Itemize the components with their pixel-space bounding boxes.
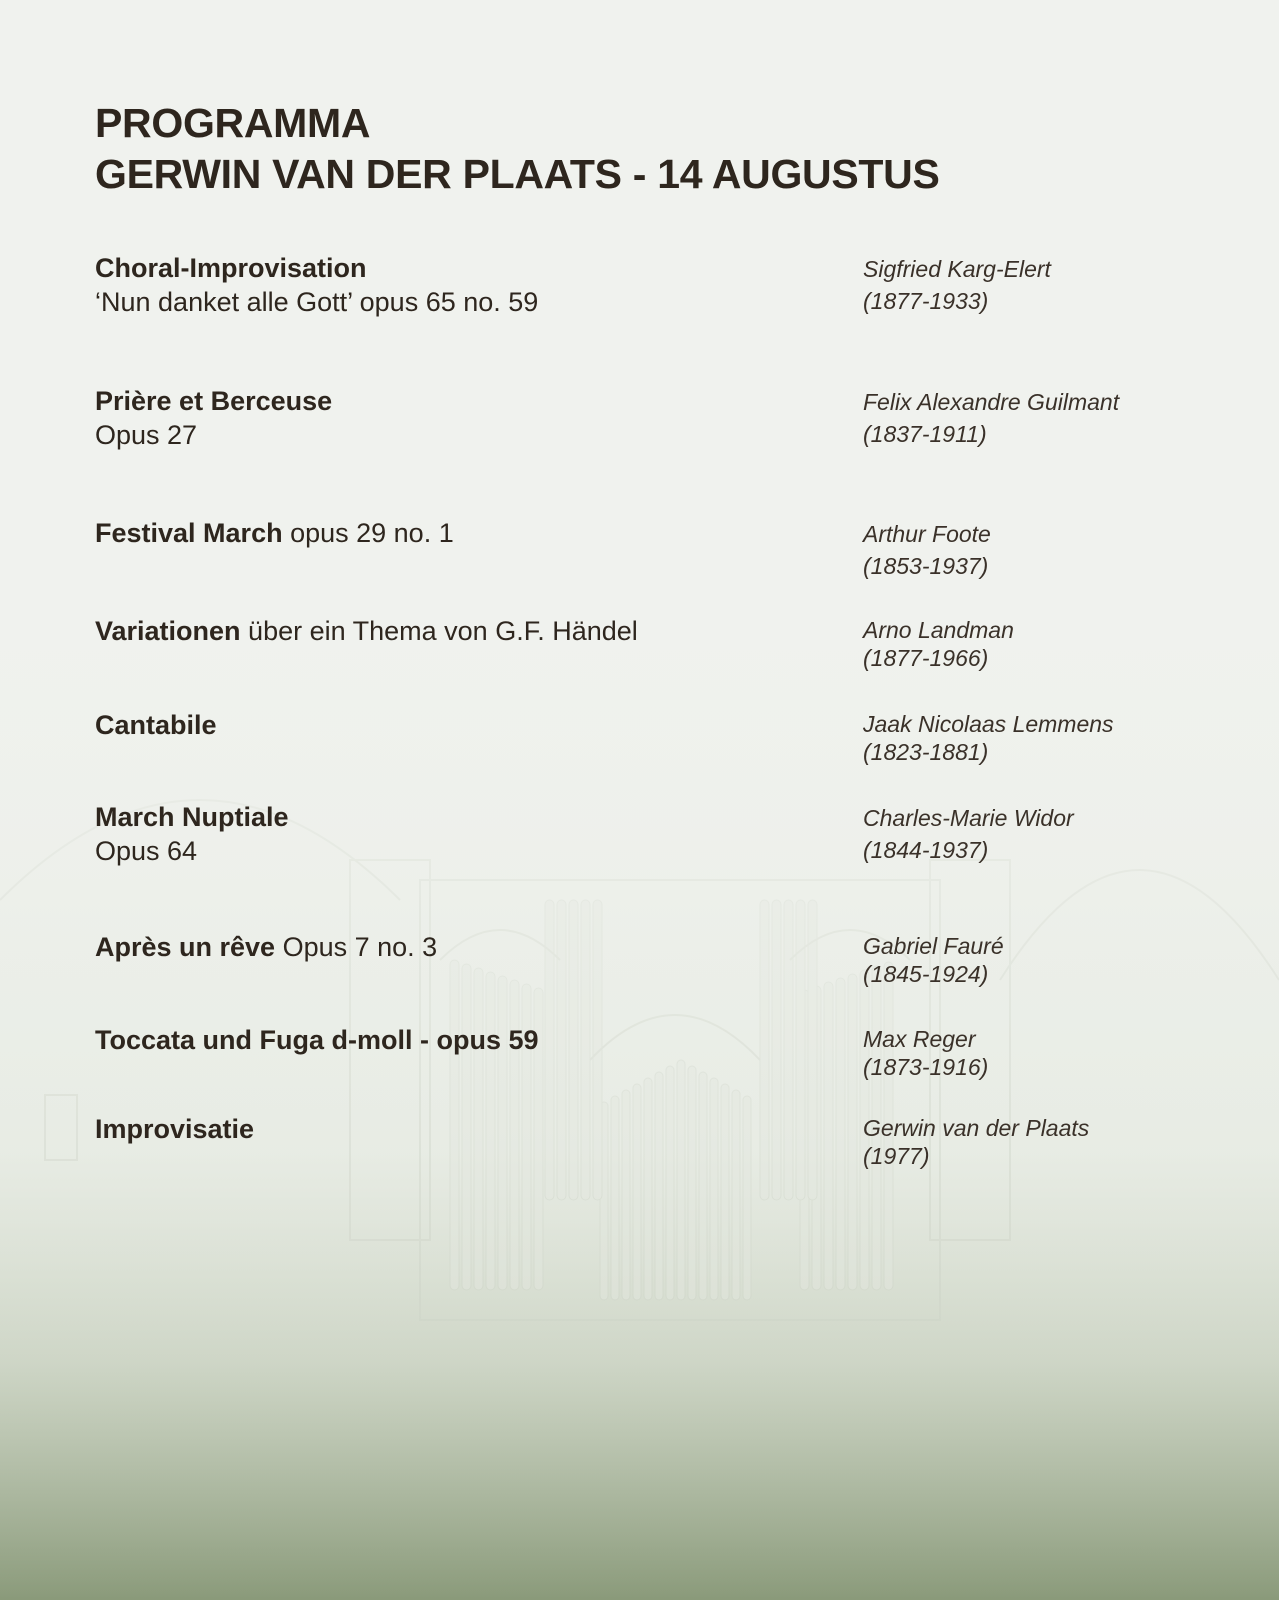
composer: [863, 932, 1223, 988]
composer-name: Felix Alexandre Guilmant: [863, 389, 1120, 415]
composer-years: (1877-1933): [863, 288, 989, 314]
work: [95, 384, 835, 452]
composer: [863, 802, 1223, 866]
work-subtitle: Opus 64: [95, 836, 198, 866]
work: [95, 1023, 835, 1057]
composer-name: Jaak Nicolaas Lemmens: [863, 711, 1114, 737]
composer: [863, 386, 1223, 450]
work-subtitle: opus 29 no. 1: [282, 518, 454, 548]
work-subtitle: ‘Nun danket alle Gott’ opus 65 no. 59: [95, 287, 539, 317]
page-title: [95, 98, 940, 200]
work: [95, 800, 835, 868]
work: [95, 251, 835, 319]
work: [95, 1112, 835, 1146]
composer-name: Max Reger: [863, 1026, 976, 1052]
composer-years: (1977): [863, 1143, 930, 1169]
composer-years: (1837-1911): [863, 421, 987, 447]
composer-name: Gerwin van der Plaats: [863, 1115, 1090, 1141]
work-title: Choral-Improvisation: [95, 253, 367, 283]
composer-name: Arno Landman: [863, 617, 1014, 643]
work-subtitle: über ein Thema von G.F. Händel: [240, 616, 638, 646]
work: [95, 516, 835, 550]
composer-years: (1853-1937): [863, 553, 989, 579]
work-title: March Nuptiale: [95, 802, 289, 832]
composer-years: (1823-1881): [863, 739, 989, 765]
work-title: Cantabile: [95, 710, 217, 740]
work-title: Prière et Berceuse: [95, 386, 333, 416]
work-title: Improvisatie: [95, 1114, 255, 1144]
title-line-2: GERWIN VAN DER PLAATS - 14 AUGUSTUS: [95, 151, 940, 197]
composer-name: Charles-Marie Widor: [863, 805, 1074, 831]
composer-name: Gabriel Fauré: [863, 933, 1004, 959]
composer-years: (1845-1924): [863, 961, 989, 987]
composer-years: (1844-1937): [863, 837, 989, 863]
work-subtitle: Opus 7 no. 3: [275, 932, 438, 962]
title-line-1: PROGRAMMA: [95, 100, 371, 146]
composer: [863, 710, 1223, 766]
work-title: Toccata und Fuga d-moll - opus 59: [95, 1025, 539, 1055]
work-title: Festival March: [95, 518, 283, 548]
work-subtitle: Opus 27: [95, 420, 198, 450]
work: [95, 930, 835, 964]
work: [95, 614, 835, 648]
work-title: Après un rêve: [95, 932, 276, 962]
composer: [863, 1114, 1223, 1170]
composer: [863, 616, 1223, 672]
composer: [863, 253, 1223, 317]
work: [95, 708, 835, 742]
composer: [863, 1025, 1223, 1081]
work-title: Variationen: [95, 616, 241, 646]
composer-name: Sigfried Karg-Elert: [863, 256, 1051, 282]
composer-name: Arthur Foote: [863, 521, 991, 547]
composer-years: (1873-1916): [863, 1054, 989, 1080]
composer: [863, 518, 1223, 582]
composer-years: (1877-1966): [863, 645, 989, 671]
